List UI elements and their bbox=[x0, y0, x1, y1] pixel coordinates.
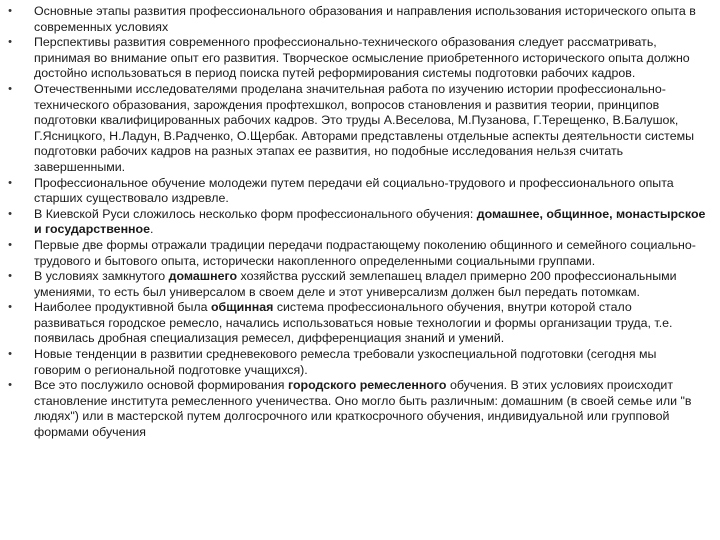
bullet-icon: • bbox=[8, 82, 12, 95]
bullet-icon: • bbox=[8, 348, 12, 361]
list-item bbox=[4, 269, 706, 300]
bullet-icon: • bbox=[8, 301, 12, 314]
item-text-bold: городского ремесленного bbox=[287, 378, 447, 393]
bullet-icon: • bbox=[8, 379, 12, 392]
list-item bbox=[4, 238, 706, 269]
item-text: Отечественными исследователями проделана значительная работа по изучению истории профессионально-технического образования, зарождения профтехшкол, вопросов становления и развития теории, принципов подготовки квалифицированных рабочих кадров. Это труды А.Веселова, М.Пузанова, Г.Терещенко, В.Балушок, Г.Ясницкого, Н.Ладун, В.Радченко, О.Щербак. Авторами представлены отдельные аспекты деятельности системы подготовки рабочих кадров на разных этапах ее развития, но подобные исследования нельзя считать завершенными. bbox=[34, 81, 695, 174]
list-item bbox=[4, 207, 706, 238]
item-text-before: Наиболее продуктивной была bbox=[34, 300, 211, 315]
list-item bbox=[4, 300, 706, 347]
bullet-icon: • bbox=[8, 207, 12, 220]
item-text-after: . bbox=[150, 222, 154, 237]
list-item bbox=[4, 4, 706, 35]
item-text: Первые две формы отражали традиции передачи подрастающему поколению общинного и семейного социально-трудового и бытового опыта, исторически накопленного определенными социальными группами. bbox=[34, 237, 696, 268]
item-text-before: В Киевской Руси сложилось несколько форм профессионального обучения: bbox=[34, 206, 477, 221]
list-item bbox=[4, 347, 706, 378]
bullet-icon: • bbox=[8, 238, 12, 251]
bullet-list bbox=[4, 4, 706, 441]
item-text-after: система профессионального обучения, внутри которой стало развиваться городское ремесло, начались использоваться новые технологии и формы организации труда, т.е. появилась дробная специализация ремесел, дифференциация знаний и умений. bbox=[34, 300, 673, 346]
item-text-before: Все это послужило основой формирования bbox=[34, 378, 288, 393]
bullet-icon: • bbox=[8, 270, 12, 283]
bullet-icon: • bbox=[8, 176, 12, 189]
item-text-bold: общинная bbox=[210, 300, 274, 315]
item-text: Перспективы развития современного профессионально-технического образования следует рассматривать, принимая во внимание опыт его развития. Творческое осмысление приобретенного исторического опыта должно достойно использоваться в период поиска путей реформирования системы подготовки рабочих кадров. bbox=[34, 35, 690, 81]
item-text: Основные этапы развития профессионального образования и направления использования исторического опыта в современных условиях bbox=[34, 4, 696, 34]
list-item bbox=[4, 378, 706, 440]
list-item bbox=[4, 82, 706, 176]
bullet-icon: • bbox=[8, 5, 12, 17]
bullet-icon: • bbox=[8, 36, 12, 49]
item-text-after: хозяйства русский землепашец владел примерно 200 профессиональными умениями, то есть был универсалом в своем деле и этот универсализм должен был передать потомкам. bbox=[34, 269, 677, 299]
item-text-bold: домашнего bbox=[168, 269, 238, 284]
list-item bbox=[4, 176, 706, 207]
list-item bbox=[4, 35, 706, 82]
item-text: Новые тенденции в развитии средневекового ремесла требовали узкоспециальной подготовки (сегодня мы говорим о региональной подготовке учащихся). bbox=[34, 347, 657, 377]
item-text-after: обучения. В этих условиях происходит становление института ремесленного ученичества. Оно могло быть различным: домашним (в своей семье или "в людях") или в мастерской путем долгосрочного или краткосрочного обучения, индивидуальной или групповой формами обучения bbox=[34, 378, 692, 440]
item-text: Профессиональное обучение молодежи путем передачи ей социально-трудового и профессионального опыта старших существовало издревле. bbox=[34, 175, 674, 206]
item-text-bold: домашнее, общинное, монастырское и государственное bbox=[34, 206, 706, 237]
item-text-before: В условиях замкнутого bbox=[34, 269, 169, 284]
